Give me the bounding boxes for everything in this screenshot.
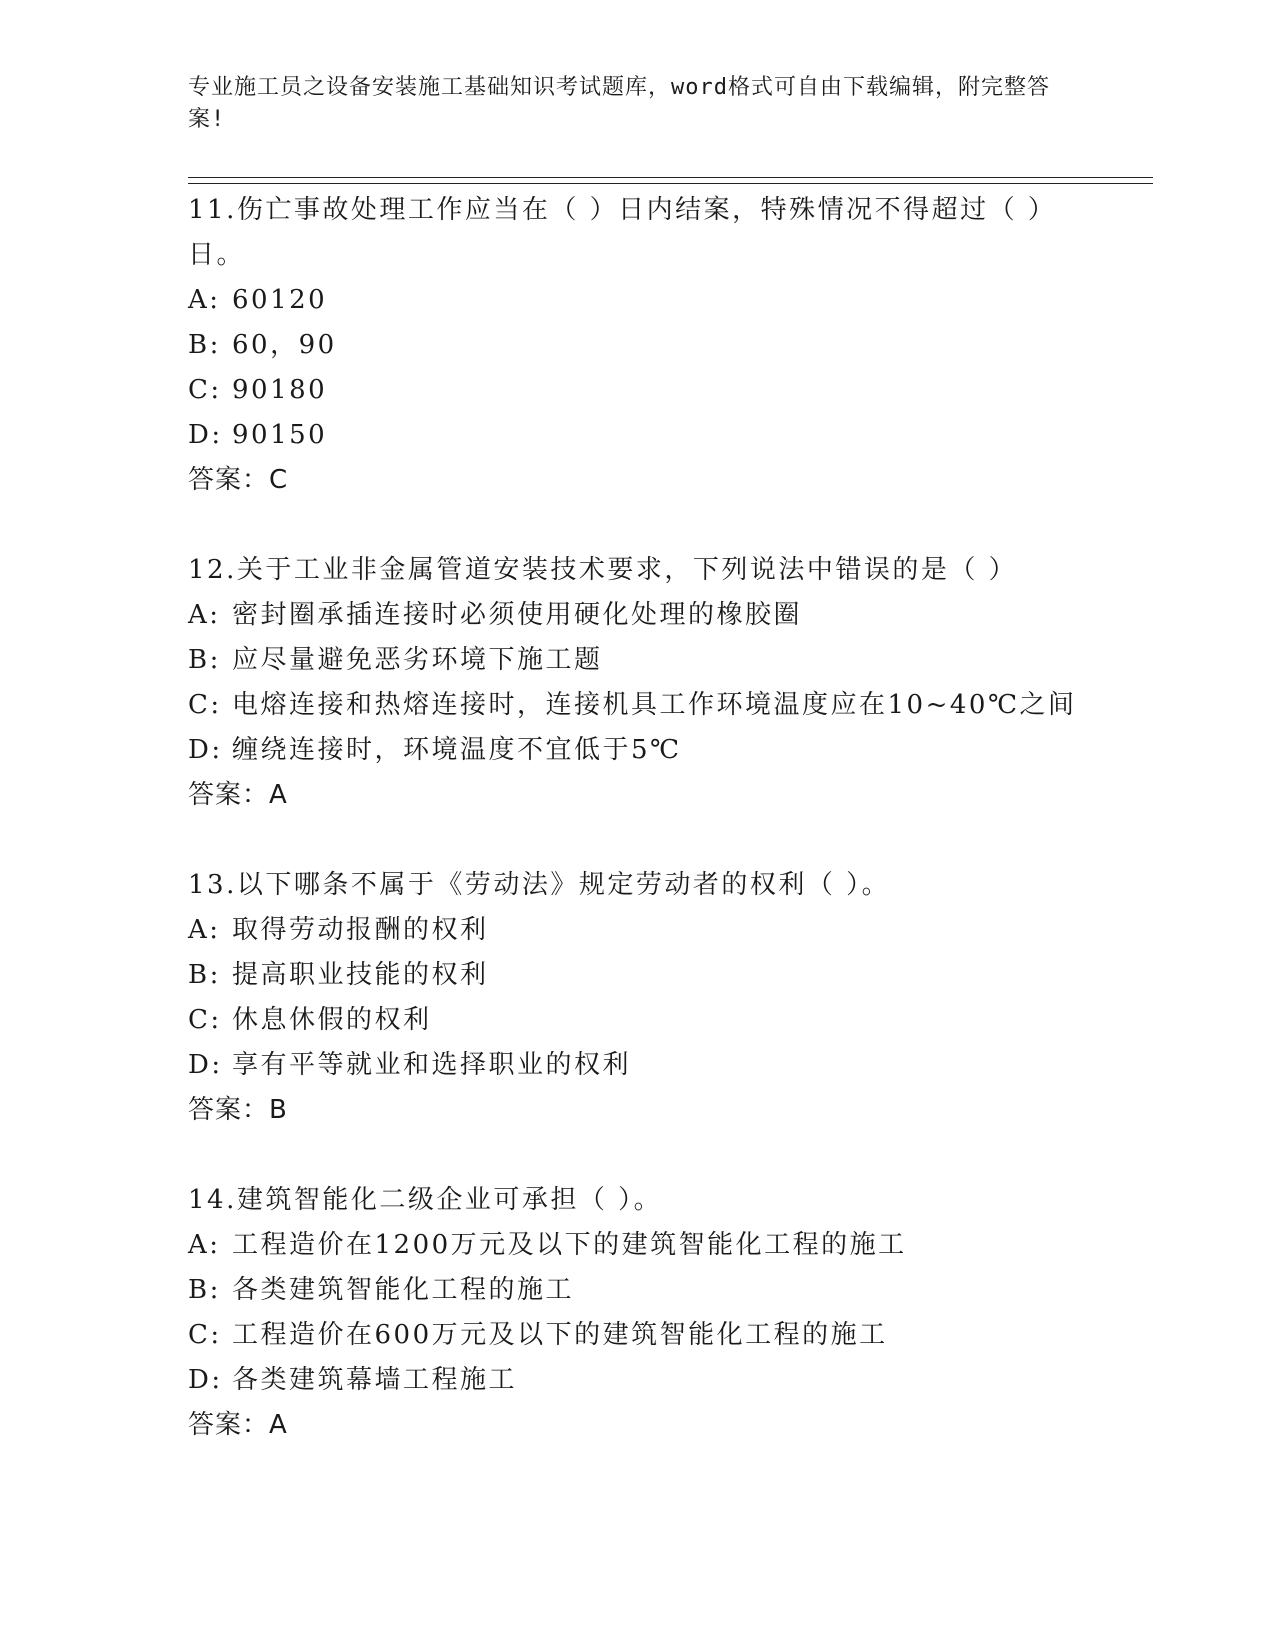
- question-12: [188, 548, 1088, 818]
- question-number: 13.: [188, 870, 237, 900]
- header-divider-top: [188, 177, 1153, 178]
- question-spacer: [188, 1133, 1088, 1178]
- answer-value: B: [269, 1095, 288, 1125]
- option-a: [188, 278, 1088, 323]
- question-14: [188, 1178, 1088, 1448]
- option-key: B:: [188, 645, 221, 675]
- question-number: 12.: [188, 555, 237, 585]
- option-a: [188, 1223, 1088, 1268]
- option-key: C:: [188, 690, 222, 720]
- answer-value: C: [269, 465, 289, 495]
- option-a: [188, 908, 1088, 953]
- option-text: 工程造价在600万元及以下的建筑智能化工程的施工: [232, 1320, 888, 1350]
- option-text: 应尽量避免恶劣环境下施工题: [232, 645, 603, 675]
- option-key: D:: [188, 420, 223, 450]
- option-text: 取得劳动报酬的权利: [232, 915, 489, 945]
- option-text: 60120: [232, 285, 328, 315]
- option-key: B:: [188, 1275, 221, 1305]
- header-note: 专业施工员之设备安装施工基础知识考试题库，word格式可自由下载编辑，附完整答案!: [188, 75, 1050, 132]
- option-key: D:: [188, 1365, 223, 1395]
- option-d: [188, 728, 1088, 773]
- answer-label: 答案：: [188, 780, 270, 810]
- question-number: 11.: [188, 195, 237, 225]
- option-d: [188, 413, 1088, 458]
- option-text: 密封圈承插连接时必须使用硬化处理的橡胶圈: [232, 600, 803, 630]
- option-key: B:: [188, 960, 221, 990]
- option-a: [188, 593, 1088, 638]
- option-text: 休息休假的权利: [232, 1005, 432, 1035]
- option-key: D:: [188, 1050, 223, 1080]
- option-b: [188, 323, 1088, 368]
- option-d: [188, 1043, 1088, 1088]
- question-13: [188, 863, 1088, 1133]
- option-key: C:: [188, 375, 222, 405]
- option-text: 工程造价在1200万元及以下的建筑智能化工程的施工: [232, 1230, 907, 1260]
- option-text: 电熔连接和热熔连接时，连接机具工作环境温度应在10~40℃之间: [232, 690, 1077, 720]
- answer-label: 答案：: [188, 1095, 270, 1125]
- option-key: C:: [188, 1320, 222, 1350]
- question-11: [188, 188, 1088, 503]
- option-c: [188, 368, 1088, 413]
- question-number: 14.: [188, 1185, 237, 1215]
- option-c: [188, 998, 1088, 1043]
- option-b: [188, 1268, 1088, 1313]
- option-text: 提高职业技能的权利: [232, 960, 489, 990]
- option-text: 60，90: [232, 330, 337, 360]
- option-text: 90180: [232, 375, 328, 405]
- answer-value: A: [269, 780, 288, 810]
- question-stem: [188, 1178, 1088, 1223]
- option-text: 90150: [232, 420, 328, 450]
- option-d: [188, 1358, 1088, 1403]
- option-text: 享有平等就业和选择职业的权利: [232, 1050, 632, 1080]
- option-text: 各类建筑幕墙工程施工: [232, 1365, 518, 1395]
- header-divider-bottom: [188, 183, 1153, 184]
- option-b: [188, 638, 1088, 683]
- question-stem: [188, 188, 1068, 278]
- option-text: 缠绕连接时，环境温度不宜低于5℃: [232, 735, 682, 765]
- question-text: 伤亡事故处理工作应当在（ ）日内结案，特殊情况不得超过（ ）日。: [188, 195, 1057, 270]
- answer-line: [188, 1088, 1088, 1133]
- answer-line: [188, 773, 1088, 818]
- question-stem: [188, 548, 1088, 593]
- question-text: 关于工业非金属管道安装技术要求，下列说法中错误的是（ ）: [236, 555, 1018, 585]
- option-key: A:: [188, 285, 221, 315]
- option-key: C:: [188, 1005, 222, 1035]
- option-key: A:: [188, 1230, 221, 1260]
- option-key: D:: [188, 735, 223, 765]
- question-spacer: [188, 818, 1088, 863]
- answer-value: A: [269, 1410, 288, 1440]
- option-c: [188, 1313, 1088, 1358]
- question-text: 以下哪条不属于《劳动法》规定劳动者的权利（ ）。: [236, 870, 891, 900]
- option-text: 各类建筑智能化工程的施工: [232, 1275, 575, 1305]
- question-text: 建筑智能化二级企业可承担（ ）。: [236, 1185, 663, 1215]
- question-stem: [188, 863, 1088, 908]
- answer-line: [188, 458, 1088, 503]
- option-key: A:: [188, 600, 221, 630]
- answer-line: [188, 1403, 1088, 1448]
- answer-label: 答案：: [188, 465, 270, 495]
- question-list: [188, 188, 1088, 1448]
- option-key: B:: [188, 330, 221, 360]
- question-spacer: [188, 503, 1088, 548]
- option-b: [188, 953, 1088, 998]
- answer-label: 答案：: [188, 1410, 270, 1440]
- option-key: A:: [188, 915, 221, 945]
- option-c: [188, 683, 1088, 728]
